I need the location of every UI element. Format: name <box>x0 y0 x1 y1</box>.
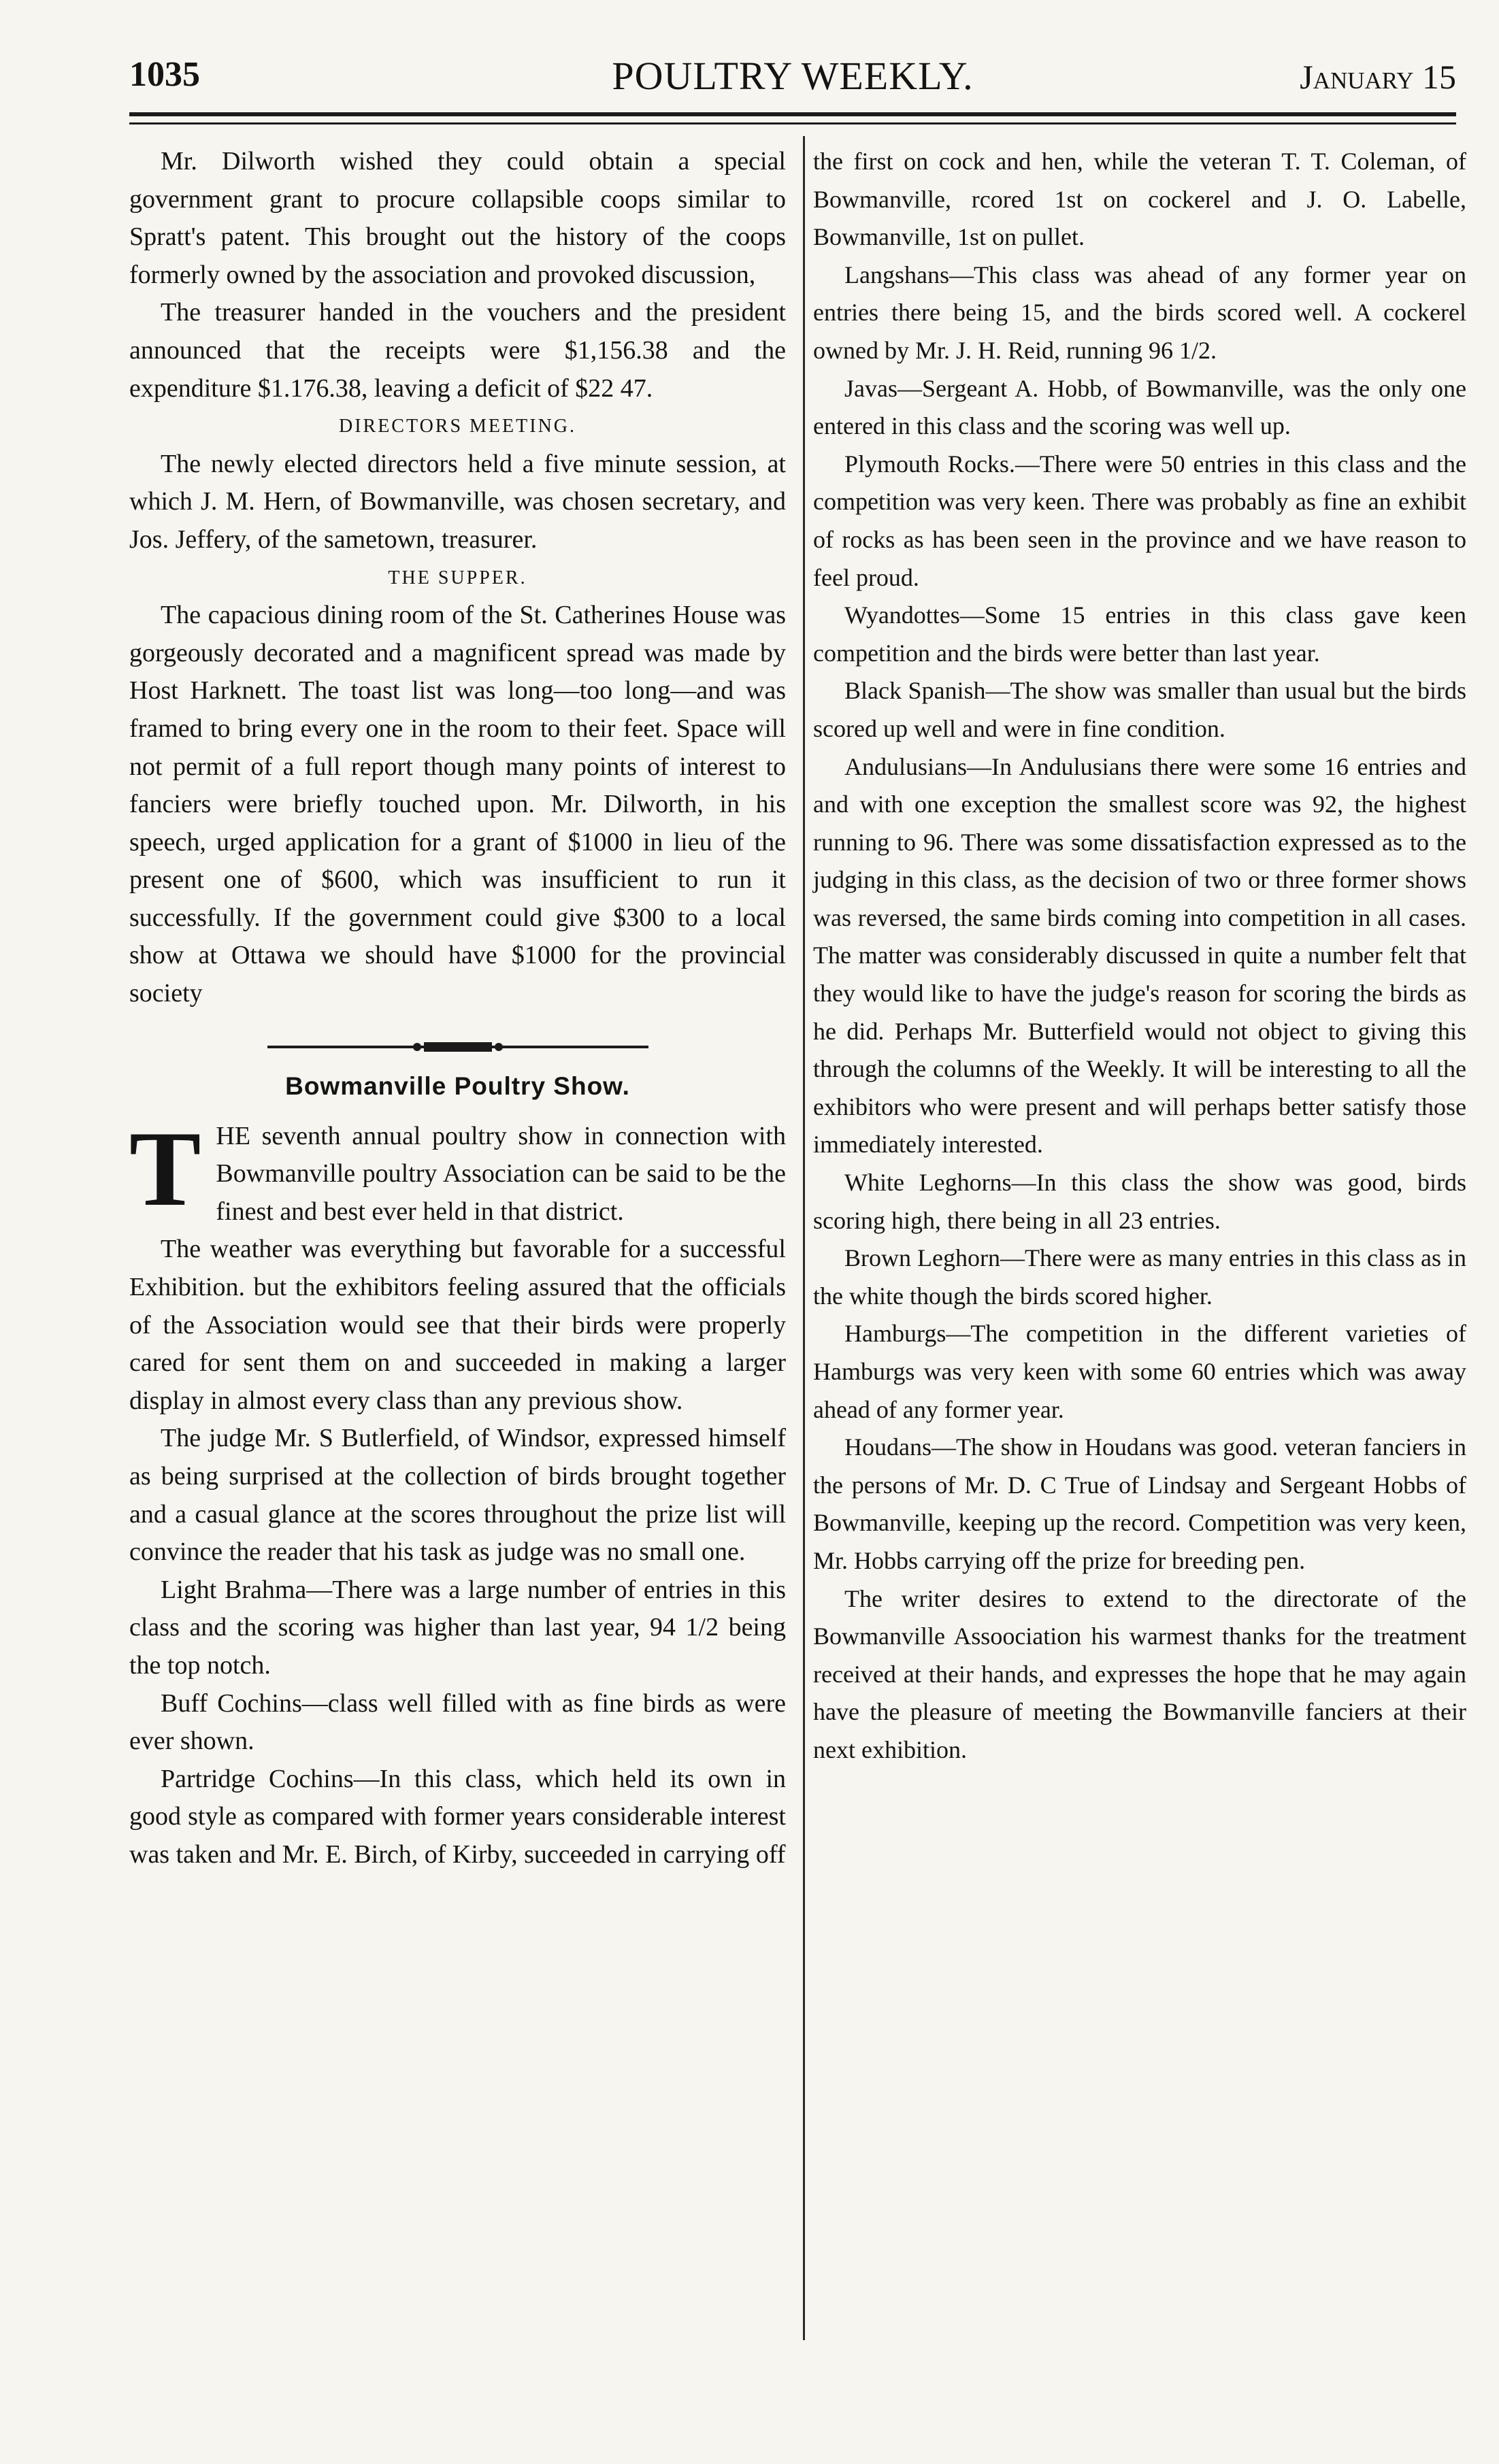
paragraph: Brown Leghorn—There were as many entries in this class as in the white though the birds scored higher. <box>813 1244 1466 1310</box>
page-header <box>129 48 1456 102</box>
paragraph: Langshans—This class was ahead of any former year on entries there being 15, and the birds scored well. A cockerel owned by Mr. J. H. Reid, running 96 1/2. <box>813 261 1466 364</box>
lead-text: HE seventh annual poultry show in connection with Bowmanville poultry Association can be said to be the finest and best ever held in that district. <box>216 1121 786 1226</box>
section-heading-directors: DIRECTORS MEETING. <box>338 416 577 437</box>
paragraph: Hamburgs—The competition in the different varieties of Hamburgs was very keen with some 60 entries which was away ahead of any former year. <box>813 1320 1466 1423</box>
paragraph: Wyandottes—Some 15 entries in this class gave keen competition and the birds were better than last year. <box>813 601 1466 667</box>
paragraph: Black Spanish—The show was smaller than usual but the birds scored up well and were in fine condition. <box>813 677 1466 742</box>
paragraph: Mr. Dilworth wished they could obtain a special government grant to procure collapsible coops similar to Spratt's patent. This brought out the history of the coops formerly owned by the association and provoked discussion, <box>129 147 786 289</box>
paragraph: The newly elected directors held a five minute session, at which J. M. Hern, of Bowmanville, was chosen secretary, and Jos. Jeffery, of the sametown, treasurer. <box>129 449 786 554</box>
header-rule-thick <box>129 112 1456 116</box>
paragraph: Partridge Cochins—In this class, which held its own in good style as compared with former years considerable interest was taken and Mr. E. Birch, of Kirby, succeeded in carrying off <box>129 1764 786 1869</box>
left-column <box>129 143 786 1874</box>
page-number: 1035 <box>129 55 200 94</box>
paragraph: Houdans—The show in Houdans was good. veteran fanciers in the persons of Mr. D. C True of Lindsay and Sergeant Hobbs of Bowmanville, keeping up the record. Competition was very keen, Mr. Hobbs carrying off the prize for breeding pen. <box>813 1433 1466 1574</box>
paragraph: The weather was everything but favorable for a successful Exhibition. but the exhibitors feeling assured that the officials of the Association would see that their birds were properly cared for sent them on and succeeded in making a larger display in almost every class than any previous show. <box>129 1235 786 1415</box>
lead-paragraph <box>129 1109 786 1231</box>
ornament-divider-icon <box>267 1033 648 1061</box>
paragraph: Light Brahma—There was a large number of entries in this class and the scoring was higher than last year, 94 1/2 being the top notch. <box>129 1575 786 1680</box>
article-title: Bowmanville Poultry Show. <box>285 1071 630 1100</box>
paragraph: The treasurer handed in the vouchers and the president announced that the receipts were $1,156.38 and the expenditure $1.176.38, leaving a deficit of $22 47. <box>129 298 786 403</box>
drop-cap: T <box>129 1109 201 1229</box>
header-rule-thin <box>129 122 1456 124</box>
paragraph: the first on cock and hen, while the veteran T. T. Coleman, of Bowmanville, rcored 1st on cockerel and J. O. Labelle, Bowmanville, 1st on pullet. <box>813 148 1466 251</box>
paragraph: Plymouth Rocks.—There were 50 entries in this class and the competition was very keen. There was probably as fine an exhibit of rocks as has been seen in the province and we have reason to feel proud. <box>813 450 1466 591</box>
paragraph: The writer desires to extend to the directorate of the Bowmanville Assoociation his warmest thanks for the treatment received at their hands, and expresses the hope that he may again have the pleasure of meeting the Bowmanville fanciers at their next exhibition. <box>813 1584 1466 1763</box>
paragraph: Andulusians—In Andulusians there were some 16 entries and and with one exception the smallest score was 92, the highest running to 96. There was some dissatisfaction expressed as to the judging in this class, as the decision of two or three former shows was reversed, the same birds coming into competition in all cases. The matter was considerably discussed in quite a number felt that they would like to have the judge's reason for scoring the birds as he did. Perhaps Mr. Butterfield would not object to giving this through the columns of the Weekly. It will be interesting to all the exhibitors who were present and will perhaps better satisfy those immediately interested. <box>813 752 1466 1159</box>
paragraph: The judge Mr. S Butlerfield, of Windsor, expressed himself as being surprised at the collection of birds brought together and a casual glance at the scores throughout the prize list will convince the reader that his task as judge was no small one. <box>129 1424 786 1567</box>
paragraph: Javas—Sergeant A. Hobb, of Bowmanville, was the only one entered in this class and the scoring was well up. <box>813 374 1466 440</box>
issue-date: January 15 <box>1300 58 1456 96</box>
paragraph: Buff Cochins—class well filled with as fine birds as were ever shown. <box>129 1688 786 1756</box>
right-column <box>813 143 1466 1769</box>
paragraph: White Leghorns—In this class the show was good, birds scoring high, there being in all 23 entries. <box>813 1169 1466 1234</box>
paragraph: The capacious dining room of the St. Catherines House was gorgeously decorated and a magnificent spread was made by Host Harknett. The toast list was long—too long—and was framed to bring every one in the room to their feet. Space will not permit of a full report though many points of interest to fanciers were briefly touched upon. Mr. Dilworth, in his speech, urged application for a grant of $1000 in lieu of the present one of $600, which was insufficient to run it successfully. If the government could give $300 to a local show at Ottawa we should have $1000 for the provincial society <box>129 601 786 1008</box>
column-divider <box>803 136 805 2340</box>
journal-title: POULTRY WEEKLY. <box>612 54 974 98</box>
section-heading-supper: THE SUPPER. <box>388 567 527 588</box>
